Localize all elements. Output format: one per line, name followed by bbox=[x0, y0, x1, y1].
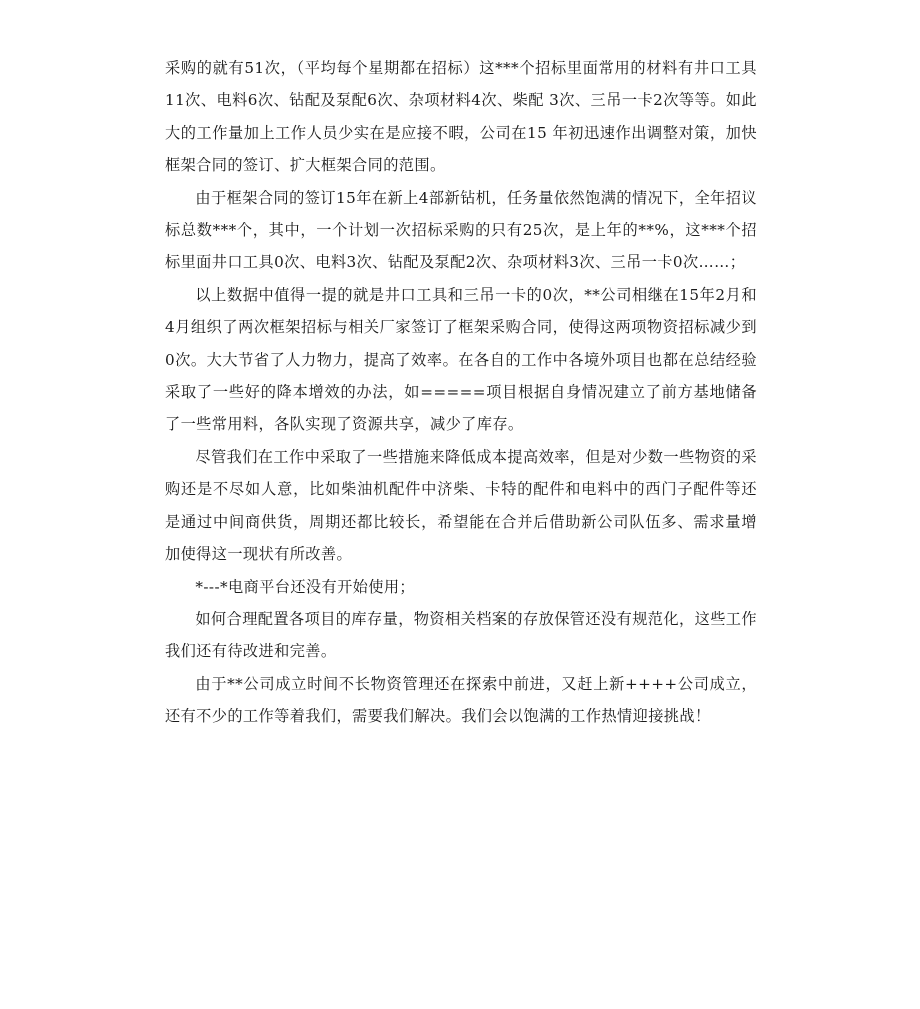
paragraph-1: 采购的就有51次，（平均每个星期都在招标）这***个招标里面常用的材料有井口工具11次、电料6次、钻配及泵配6次、杂项材料4次、柴配 3次、三吊一卡2次等等。如此大的工作量加上工作人员少实在是应接不暇，公司在15 年初迅速作出调整对策，加快框架合同的签订、扩大框架合同的范围。 bbox=[165, 59, 757, 175]
paragraph-6: 如何合理配置各项目的库存量，物资相关档案的存放保管还没有规范化，这些工作我们还有待改进和完善。 bbox=[165, 609, 757, 661]
paragraph-4: 尽管我们在工作中采取了一些措施来降低成本提高效率，但是对少数一些物资的采购还是不尽如人意，比如柴油机配件中济柴、卡特的配件和电料中的西门子配件等还是通过中间商供货，周期还都比较长，希望能在合并后借助新公司队伍多、需求量增加使得这一现状有所改善。 bbox=[165, 447, 757, 564]
paragraph-7: 由于**公司成立时间不长物资管理还在探索中前进，又赶上新++++公司成立，还有不少的工作等着我们，需要我们解决。我们会以饱满的工作热情迎接挑战！ bbox=[165, 674, 757, 726]
paragraph-2: 由于框架合同的签订15年在新上4部新钻机，任务量依然饱满的情况下，全年招议标总数***个，其中，一个计划一次招标采购的只有25次，是上年的**%，这***个招标里面井口工具0次、电料3次、钻配及泵配2次、杂项材料3次、三吊一卡0次……； bbox=[165, 188, 757, 272]
paragraph-5: *---*电商平台还没有开始使用； bbox=[195, 577, 416, 596]
document-body bbox=[165, 52, 757, 733]
paragraph-3: 以上数据中值得一提的就是井口工具和三吊一卡的0次，**公司相继在15年2月和4月组织了两次框架招标与相关厂家签订了框架采购合同，使得这两项物资招标减少到0次。大大节省了人力物力，提高了效率。在各自的工作中各境外项目也都在总结经验采取了一些好的降本增效的办法，如=====项目根据自身情况建立了前方基地储备了一些常用料，各队实现了资源共享，减少了库存。 bbox=[165, 285, 757, 434]
